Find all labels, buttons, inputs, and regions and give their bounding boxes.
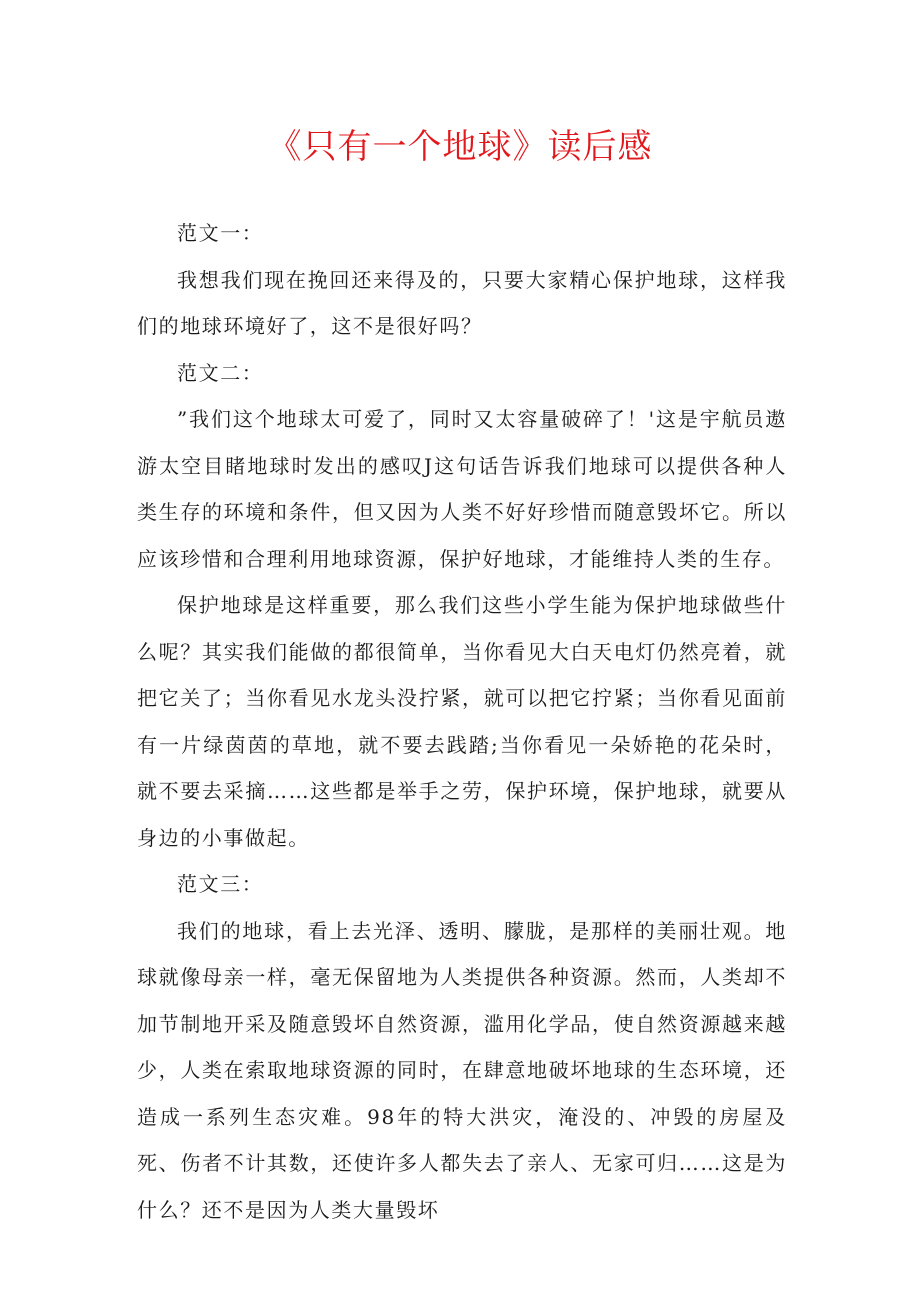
paragraph: 我想我们现在挽回还来得及的，只要大家精心保护地球，这样我们的地球环境好了，这不是很好吗？ bbox=[137, 267, 787, 338]
section-heading-3: 范文三： bbox=[177, 872, 264, 896]
paragraph: 我们的地球，看上去光泽、透明、朦胧，是那样的美丽壮观。地球就像母亲一样，毫无保留地为人类提供各种资源。然而，人类却不加节制地开采及随意毁坏自然资源，滥用化学品，使自然资源越来越少，人类在索取地球资源的同时，在肆意地破坏地球的生态环境，还造成一系列生态灾难。98年的特大洪灾，淹没的、冲毁的房屋及死、伤者不计其数，还使许多人都失去了亲人、无家可归……这是为什么？还不是因为人类大量毁坏 bbox=[137, 918, 787, 1222]
document-body bbox=[137, 210, 787, 1233]
section-heading-2: 范文二： bbox=[177, 360, 264, 385]
document-title: 《只有一个地球》读后感 bbox=[267, 127, 653, 167]
paragraph: ”我们这个地球太可爱了，同时又太容量破碎了！'这是宇航员遨游太空目睹地球时发出的感叹J这句话告诉我们地球可以提供各种人类生存的环境和条件，但又因为人类不好好珍惜而随意毁坏它。所以应该珍惜和合理利用地球资源，保护好地球，才能维持人类的生存。 bbox=[137, 407, 787, 571]
section-heading-1: 范文一： bbox=[177, 221, 264, 245]
paragraph: 保护地球是这样重要，那么我们这些小学生能为保护地球做些什么呢？其实我们能做的都很简单，当你看见大白天电灯仍然亮着，就把它关了；当你看见水龙头没拧紧，就可以把它拧紧；当你看见面前有一片绿茵茵的草地，就不要去践踏;当你看见一朵娇艳的花朵时，就不要去采摘……这些都是举手之劳，保护环境，保护地球，就要从身边的小事做起。 bbox=[137, 593, 787, 850]
